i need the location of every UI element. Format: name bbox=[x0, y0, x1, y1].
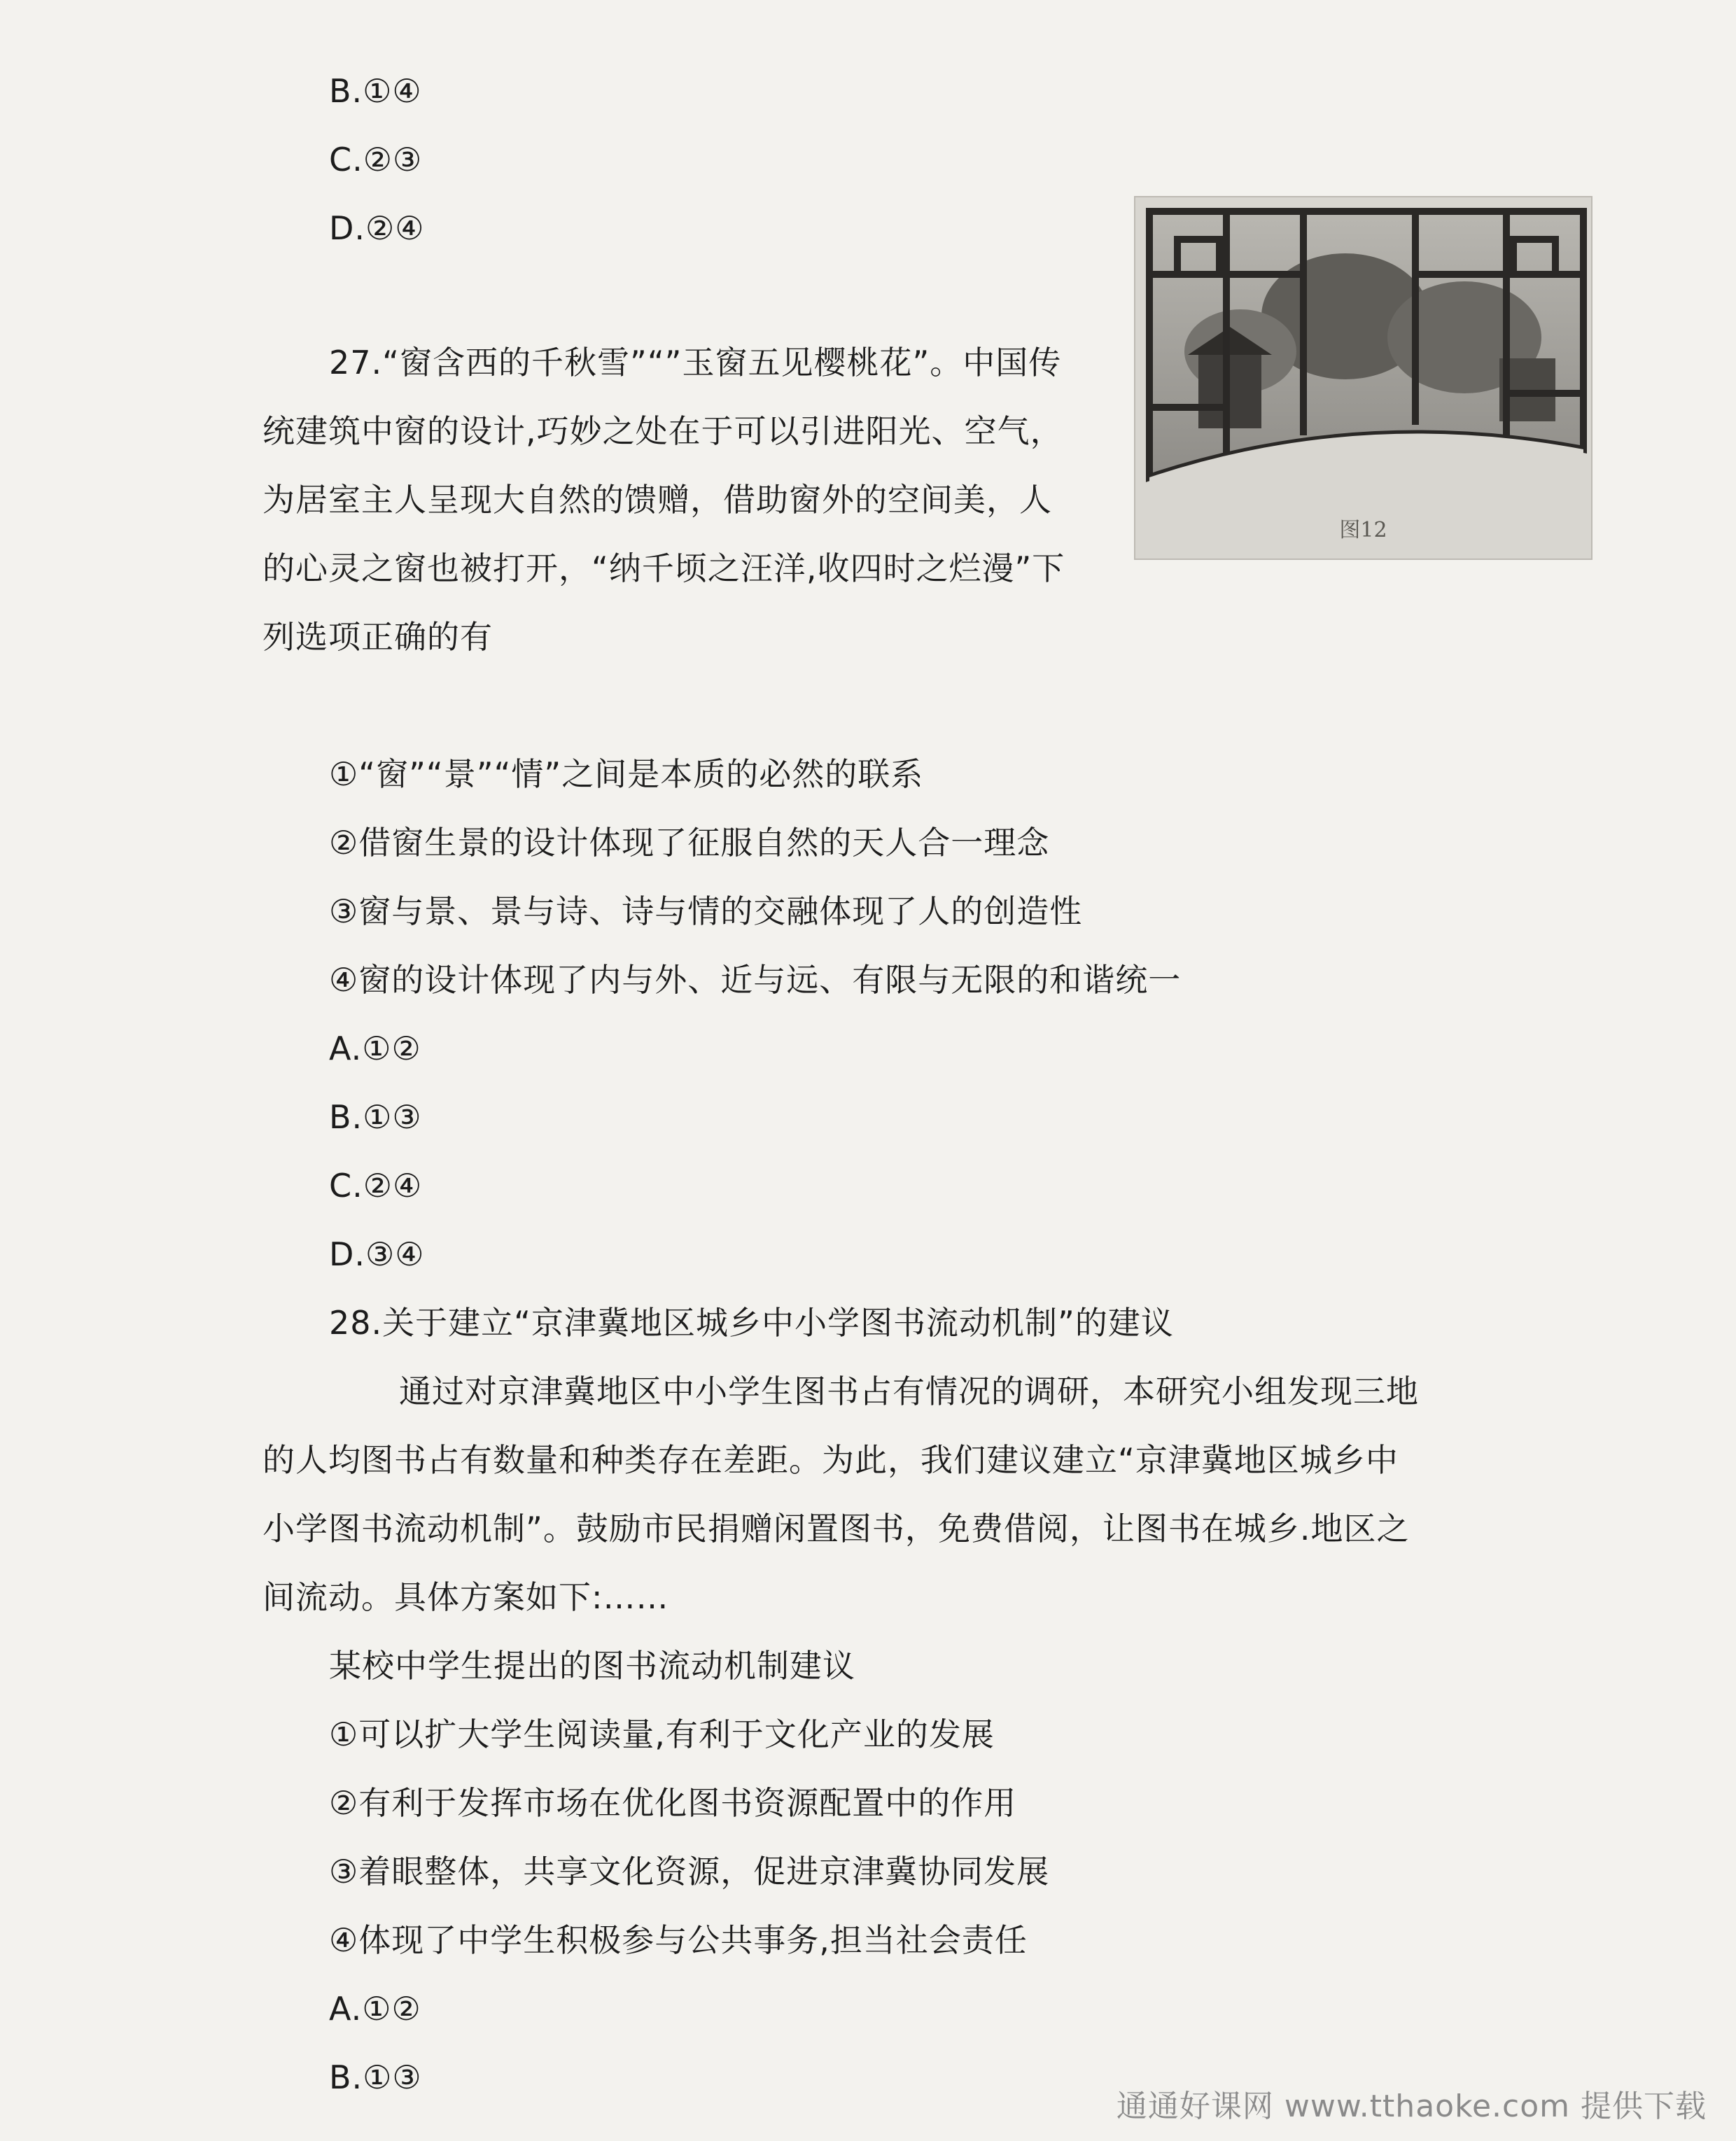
q27-line-1: 27.“窗含西的千秋雪”“”玉窗五见樱桃花”。中国传 bbox=[329, 344, 1062, 381]
q28-paragraph-line-4: 间流动。具体方案如下:…… bbox=[262, 1578, 669, 1616]
q27-option-b: B.①③ bbox=[329, 1098, 422, 1136]
q28-option-a: A.①② bbox=[329, 1990, 421, 2028]
q27-statement-4: ④窗的设计体现了内与外、近与远、有限与无限的和谐统一 bbox=[329, 961, 1182, 999]
q28-paragraph-line-3: 小学图书流动机制”。鼓励市民捐赠闲置图书，免费借阅，让图书在城乡.地区之 bbox=[262, 1510, 1410, 1547]
q28-statement-1: ①可以扩大学生阅读量,有利于文化产业的发展 bbox=[329, 1715, 995, 1753]
q27-statement-2: ②借窗生景的设计体现了征服自然的天人合一理念 bbox=[329, 824, 1050, 862]
q27-option-d: D.③④ bbox=[329, 1235, 425, 1273]
q28-title: 28.关于建立“京津冀地区城乡中小学图书流动机制”的建议 bbox=[329, 1304, 1174, 1342]
footer-watermark: 通通好课网 www.tthaoke.com 提供下载 bbox=[1116, 2089, 1707, 2124]
q27-line-2: 统建筑中窗的设计,巧妙之处在于可以引进阳光、空气， bbox=[262, 412, 1063, 450]
q28-signature: 某校中学生提出的图书流动机制建议 bbox=[329, 1647, 855, 1685]
q28-paragraph-line-1: 通过对京津冀地区中小学生图书占有情况的调研，本研究小组发现三地 bbox=[399, 1373, 1419, 1410]
q27-statement-1: ①“窗”“景”“情”之间是本质的必然的联系 bbox=[329, 755, 924, 793]
option-b: B.①④ bbox=[329, 72, 422, 110]
option-d: D.②④ bbox=[329, 209, 425, 247]
option-c: C.②③ bbox=[329, 141, 423, 178]
q28-statement-4: ④体现了中学生积极参与公共事务,担当社会责任 bbox=[329, 1921, 1028, 1959]
q27-statement-3: ③窗与景、景与诗、诗与情的交融体现了人的创造性 bbox=[329, 892, 1083, 930]
q28-paragraph-line-2: 的人均图书占有数量和种类存在差距。为此，我们建议建立“京津冀地区城乡中 bbox=[262, 1441, 1399, 1479]
figure-caption: 图12 bbox=[1339, 518, 1387, 542]
q27-line-5: 列选项正确的有 bbox=[262, 618, 493, 656]
q28-statement-3: ③着眼整体，共享文化资源，促进京津冀协同发展 bbox=[329, 1853, 1050, 1890]
q27-option-a: A.①② bbox=[329, 1030, 421, 1067]
q27-option-c: C.②④ bbox=[329, 1167, 423, 1205]
q28-statement-2: ②有利于发挥市场在优化图书资源配置中的作用 bbox=[329, 1784, 1017, 1822]
q27-line-3: 为居室主人呈现大自然的馈赠，借助窗外的空间美，人 bbox=[262, 481, 1052, 519]
q28-option-b: B.①③ bbox=[329, 2058, 422, 2096]
figure-window-photo bbox=[1134, 196, 1592, 560]
window-scene-image bbox=[1135, 197, 1591, 559]
q27-line-4: 的心灵之窗也被打开，“纳千顷之汪洋,收四时之烂漫”下 bbox=[262, 549, 1065, 587]
